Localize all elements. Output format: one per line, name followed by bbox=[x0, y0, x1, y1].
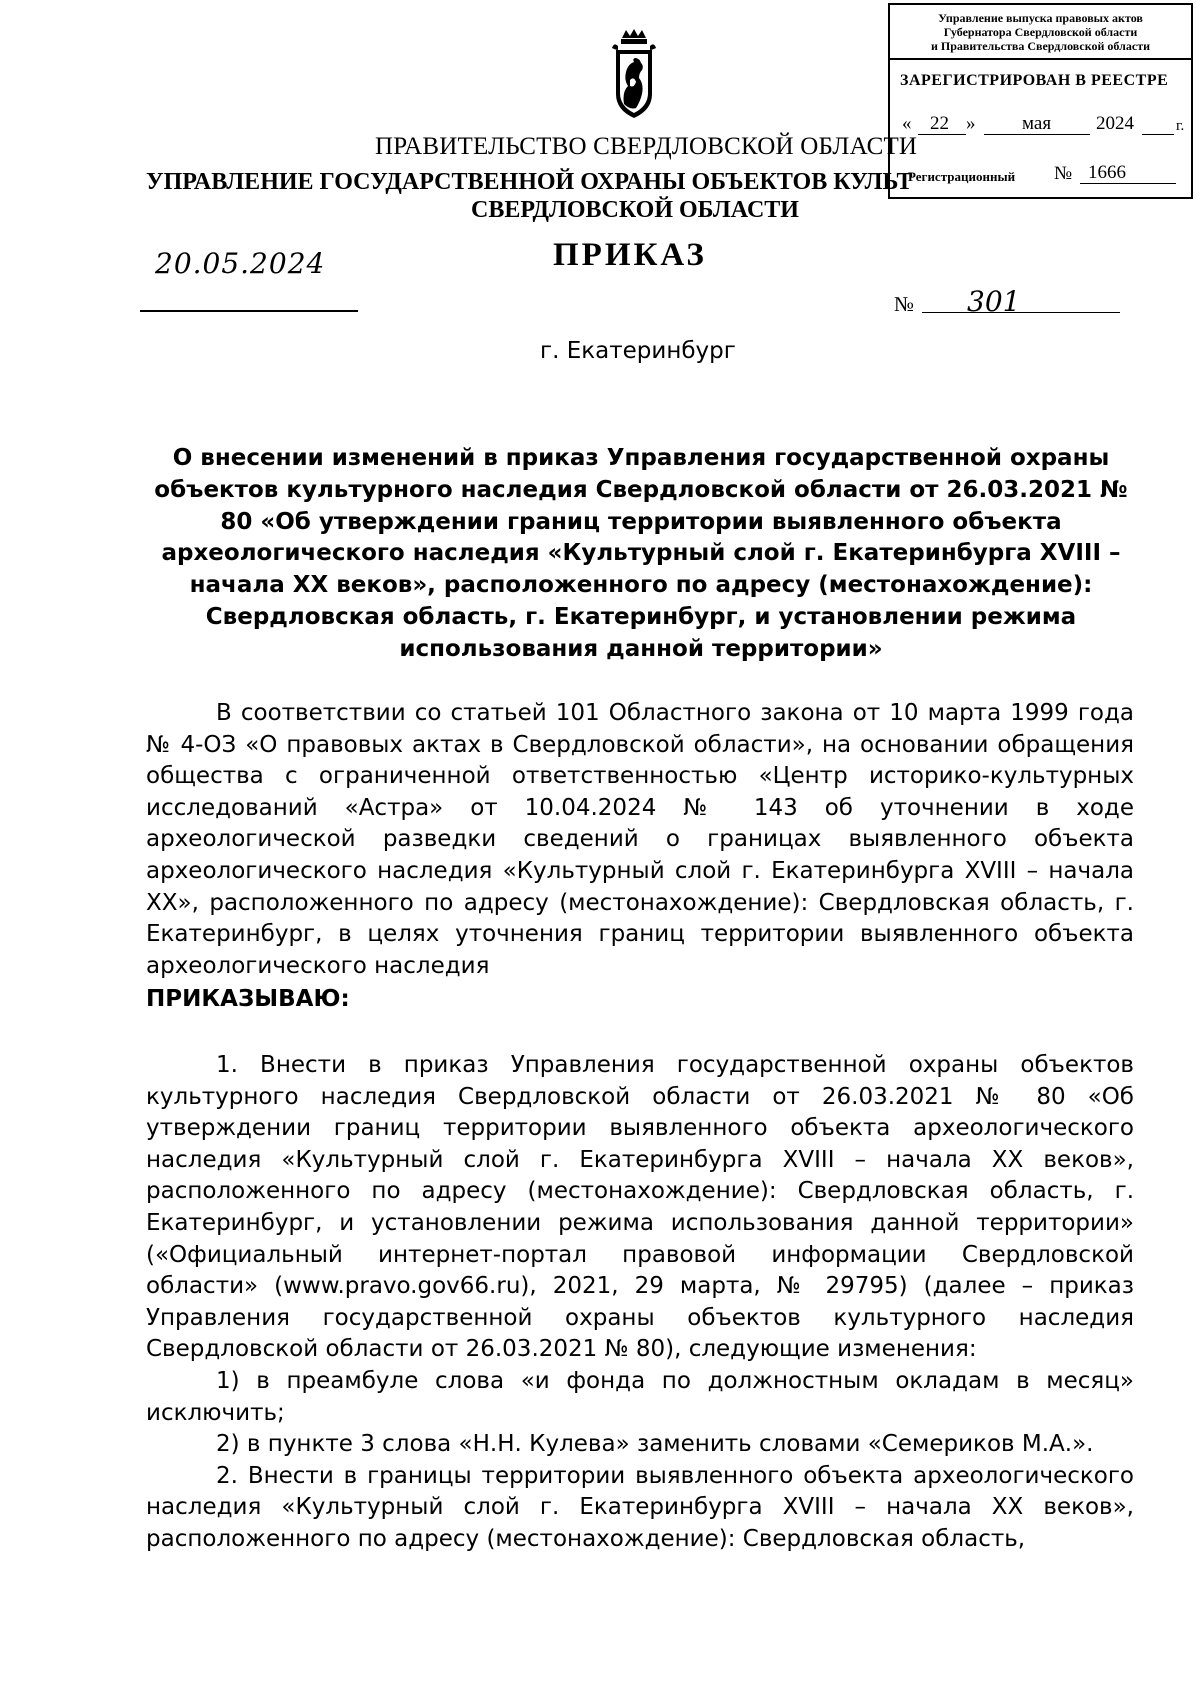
order-item: 1) в преамбуле слова «и фонда по должностным окладам в месяц» исключить; bbox=[146, 1367, 1134, 1426]
order-word: ПРИКАЗЫВАЮ: bbox=[146, 986, 350, 1012]
order-item: 1. Внести в приказ Управления государственной охраны объектов культурного наследия Свердловской области от 26.03.2021 № 80 «Об утверждении границ территории выявленного объекта археологического наследия «Культурный слой г. Екатеринбурга XVIII – начала XX веков», расположенного по адресу (местонахождение): Свердловская область, г. Екатеринбург, и установлении режима использования данной территории» («Официальный интернет-портал правовой информации Свердловской области» (www.pravo.gov66.ru), 2021, 29 марта, № 29795) (далее – приказ Управления государственной охраны объектов культурного наследия Свердловской области от 26.03.2021 № 80), следующие изменения: bbox=[146, 1052, 1134, 1363]
order-item: 2) в пункте 3 слова «Н.Н. Кулева» заменить словами «Семериков М.А.». bbox=[216, 1431, 1094, 1458]
stamp-year-suffix: г. bbox=[1176, 118, 1185, 134]
stamp-org-line: Управление выпуска правовых актов bbox=[938, 11, 1143, 25]
stamp-quote-close: » bbox=[966, 113, 976, 134]
number-label: № bbox=[894, 292, 915, 316]
stamp-date bbox=[900, 113, 1188, 139]
stamp-quote-open: « bbox=[902, 113, 912, 134]
stamp-number-sign: № bbox=[1054, 163, 1073, 184]
handwritten-date: 20.05.2024 bbox=[155, 247, 326, 280]
document-type: ПРИКАЗ bbox=[553, 237, 707, 273]
stamp-month: мая bbox=[1022, 113, 1052, 134]
preamble-text: В соответствии со статьей 101 Областного закона от 10 марта 1999 года № 4-ОЗ «О правовых актах в Свердловской области», на основании обращения общества с ограниченной ответственностью «Центр историко-культурных исследований «Астра» от 10.04.2024 № 143 об уточнении в ходе археологической разведки сведений о границах выявленного объекта археологического наследия «Культурный слой г. Екатеринбурга XVIII – начала XX», расположенного по адресу (местонахождение): Свердловская область, г. Екатеринбург, в целях уточнения границ территории выявленного объекта археологического наследия bbox=[146, 700, 1134, 979]
department-name-line2: СВЕРДЛОВСКОЙ ОБЛАСТИ bbox=[471, 197, 799, 223]
date-underline bbox=[140, 310, 358, 312]
registration-stamp bbox=[888, 3, 1193, 199]
stamp-org-line: и Правительства Свердловской области bbox=[931, 39, 1150, 53]
stamp-reg-number: 1666 bbox=[1088, 162, 1126, 183]
preamble bbox=[146, 698, 1134, 982]
order-item: 2. Внести в границы территории выявленного объекта археологического наследия «Культурный слой г. Екатеринбурга XVIII – начала XX веков», расположенного по адресу (местонахождение): Свердловская область, bbox=[146, 1462, 1134, 1552]
department-name-line1: УПРАВЛЕНИЕ ГОСУДАРСТВЕННОЙ ОХРАНЫ ОБЪЕКТОВ КУЛЬТ bbox=[146, 169, 913, 195]
government-name: ПРАВИТЕЛЬСТВО СВЕРДЛОВСКОЙ ОБЛАСТИ bbox=[375, 133, 918, 160]
stamp-org-line: Губернатора Свердловской области bbox=[943, 25, 1138, 39]
stamp-registration-number bbox=[908, 161, 1188, 187]
coat-of-arms-icon bbox=[608, 28, 660, 120]
stamp-year: 2024 bbox=[1096, 113, 1134, 134]
city: г. Екатеринбург bbox=[540, 338, 736, 364]
handwritten-number: 301 bbox=[967, 285, 1021, 318]
stamp-day: 22 bbox=[930, 113, 949, 134]
stamp-registered-label: ЗАРЕГИСТРИРОВАН В РЕЕСТРЕ bbox=[900, 72, 1169, 89]
order-items bbox=[146, 1050, 1134, 1556]
stamp-organization bbox=[890, 5, 1191, 60]
stamp-reg-label: Регистрационный bbox=[908, 169, 1016, 184]
document-title: О внесении изменений в приказ Управления государственной охраны объектов культурного наследия Свердловской области от 26.03.2021 № 80 «Об утверждении границ территории выявленного объекта археологического наследия «Культурный слой г. Екатеринбурга XVIII – начала XX веков», расположенного по адресу (местонахождение): Свердловская область, г. Екатеринбург, и установлении режима использования данной территории» bbox=[154, 445, 1128, 662]
number-underline bbox=[922, 312, 1120, 313]
